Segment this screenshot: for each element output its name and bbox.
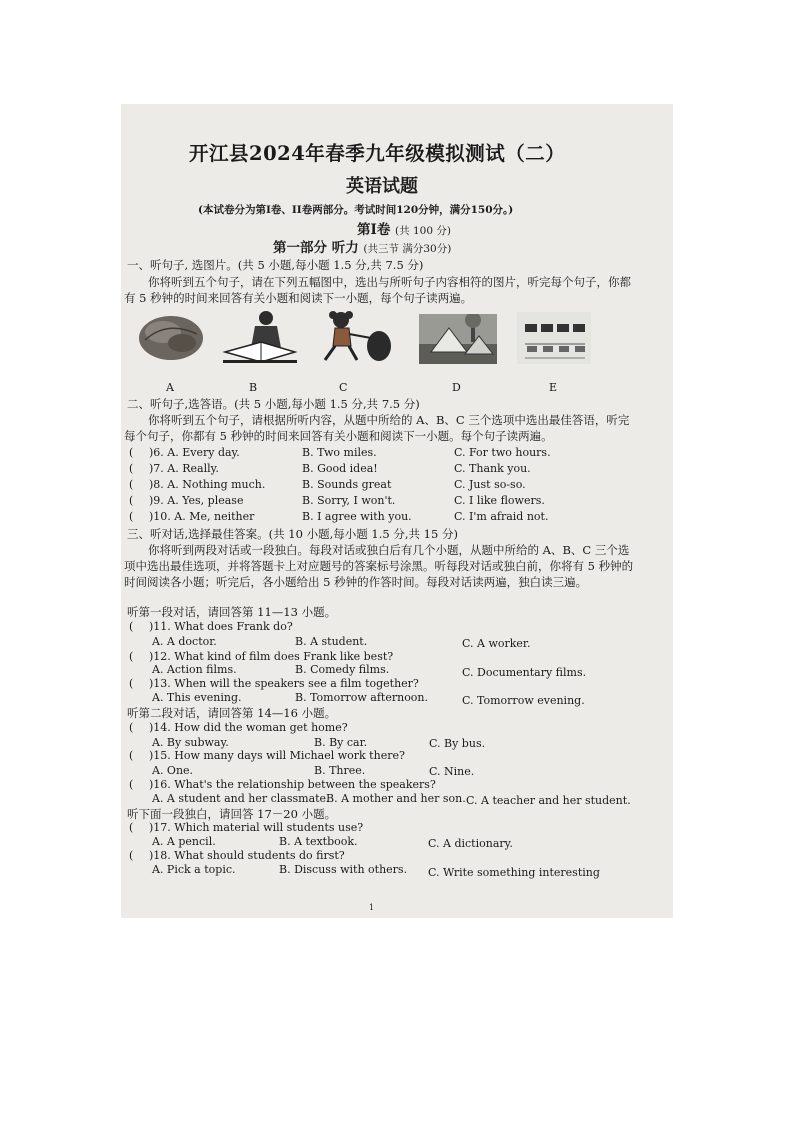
picture-e-chart-icon (517, 312, 591, 364)
question-8-option-c[interactable]: C. Just so-so. (454, 478, 526, 491)
question-6-option-b[interactable]: B. Two miles. (302, 446, 377, 459)
question-6-option-a[interactable]: )6. A. Every day. (149, 446, 240, 459)
question-8-option-a[interactable]: )8. A. Nothing much. (149, 478, 266, 491)
question-12-paren[interactable]: ( (129, 650, 134, 663)
question-13-stem: )13. When will the speakers see a film together? (149, 677, 419, 690)
exam-title: 开江县2024年春季九年级模拟测试（二） (189, 142, 566, 165)
picture-b-reading-man-icon (221, 308, 299, 366)
question-11-paren[interactable]: ( (129, 620, 134, 633)
picture-letter-b: B (249, 381, 258, 394)
picture-letter-e: E (549, 381, 558, 394)
question-17-option-c[interactable]: C. A dictionary. (428, 837, 513, 850)
page-number: 1 (369, 903, 375, 912)
question-12-stem: )12. What kind of film does Frank like best? (149, 650, 394, 663)
question-7-paren[interactable]: ( (129, 462, 134, 475)
question-8-paren[interactable]: ( (129, 478, 134, 491)
part-heading (273, 236, 451, 256)
question-11-option-a[interactable]: A. A doctor. (152, 635, 217, 648)
exam-page (121, 104, 673, 918)
section3-instruction: 你将听到两段对话或一段独白。每段对话或独白后有几个小题，从题中所给的 A、B、C 三个选项中选出最佳选项，并将答题卡上对应题号的答案标号涂黑。听每段对话或独白前，你将有 5 秒钟的时间阅读各小题；听完后，各小题给出 5 秒钟的作答时间。每段对话读两遍，独白读三遍。 (124, 543, 634, 589)
question-7-option-c[interactable]: C. Thank you. (454, 462, 531, 475)
question-16-option-a[interactable]: A. A student and her classmate. (152, 792, 330, 805)
question-14-paren[interactable]: ( (129, 721, 134, 734)
question-9-option-a[interactable]: )9. A. Yes, please (149, 494, 244, 507)
question-12-option-c[interactable]: C. Documentary films. (462, 666, 587, 679)
question-10-option-c[interactable]: C. I'm afraid not. (454, 510, 549, 523)
picture-d-camping-icon (419, 314, 497, 364)
question-17-stem: )17. Which material will students use? (149, 821, 364, 834)
question-10-option-a[interactable]: )10. A. Me, neither (149, 510, 255, 523)
question-18-option-b[interactable]: B. Discuss with others. (279, 863, 408, 876)
part-label: 第一部分 听力 (273, 240, 359, 256)
section1-heading: 一、听句子, 选图片。(共 5 小题,每小题 1.5 分,共 7.5 分) (127, 258, 424, 272)
question-13-option-a[interactable]: A. This evening. (152, 691, 242, 704)
picture-c-running-mouse-icon (319, 310, 395, 366)
question-12-option-a[interactable]: A. Action films. (152, 663, 237, 676)
question-15-option-c[interactable]: C. Nine. (429, 765, 475, 778)
question-8-option-b[interactable]: B. Sounds great (302, 478, 392, 491)
picture-letter-d: D (452, 381, 461, 394)
question-15-option-a[interactable]: A. One. (152, 764, 194, 777)
question-16-paren[interactable]: ( (129, 778, 134, 791)
question-14-stem: )14. How did the woman get home? (149, 721, 348, 734)
question-15-stem: )15. How many days will Michael work there? (149, 749, 405, 762)
question-11-stem: )11. What does Frank do? (149, 620, 293, 633)
question-9-option-b[interactable]: B. Sorry, I won't. (302, 494, 396, 507)
question-10-paren[interactable]: ( (129, 510, 134, 523)
question-14-option-a[interactable]: A. By subway. (152, 736, 229, 749)
section2-instruction: 你将听到五个句子，请根据所听内容，从题中所给的 A、B、C 三个选项中选出最佳答语，听完每个句子，你都有 5 秒钟的时间来回答有关小题和阅读下一小题。每个句子读两遍。 (124, 413, 630, 443)
group3-heading: 听下面一段独白，请回答 17－20 小题。 (127, 807, 337, 821)
part-note: (共三节 满分30分) (363, 243, 452, 255)
section3-heading: 三、听对话,选择最佳答案。(共 10 小题,每小题 1.5 分,共 15 分) (127, 527, 458, 541)
question-9-paren[interactable]: ( (129, 494, 134, 507)
question-9-option-c[interactable]: C. I like flowers. (454, 494, 545, 507)
group1-heading: 听第一段对话，请回答第 11—13 小题。 (127, 605, 337, 619)
group2-heading: 听第二段对话，请回答第 14—16 小题。 (127, 706, 337, 720)
question-7-option-b[interactable]: B. Good idea! (302, 462, 378, 475)
section2-heading: 二、听句子,选答语。(共 5 小题,每小题 1.5 分,共 7.5 分) (127, 397, 420, 411)
question-6-paren[interactable]: ( (129, 446, 134, 459)
question-12-option-b[interactable]: B. Comedy films. (295, 663, 390, 676)
section1-instruction: 你将听到五个句子，请在下列五幅图中，选出与所听句子内容相符的图片，听完每个句子，你都有 5 秒钟的时间来回答有关小题和阅读下一小题，每个句子读两遍。 (124, 275, 631, 305)
question-18-option-a[interactable]: A. Pick a topic. (152, 863, 236, 876)
question-18-option-c[interactable]: C. Write something interesting (428, 866, 600, 879)
picture-letter-a: A (166, 381, 174, 394)
question-11-option-c[interactable]: C. A worker. (462, 637, 531, 650)
question-7-option-a[interactable]: )7. A. Really. (149, 462, 219, 475)
question-11-option-b[interactable]: B. A student. (295, 635, 368, 648)
volume-label: 第I卷 (357, 222, 391, 238)
question-10-option-b[interactable]: B. I agree with you. (302, 510, 412, 523)
question-13-option-c[interactable]: C. Tomorrow evening. (462, 694, 585, 707)
volume-heading (357, 218, 451, 238)
picture-a-bread-icon (137, 310, 209, 364)
question-14-option-c[interactable]: C. By bus. (429, 737, 486, 750)
question-17-paren[interactable]: ( (129, 821, 134, 834)
question-17-option-b[interactable]: B. A textbook. (279, 835, 358, 848)
question-16-option-b[interactable]: B. A mother and her son. (326, 792, 466, 805)
question-15-option-b[interactable]: B. Three. (314, 764, 366, 777)
volume-score: (共 100 分) (395, 225, 451, 237)
exam-subtitle: 英语试题 (346, 176, 418, 197)
question-17-option-a[interactable]: A. A pencil. (152, 835, 216, 848)
question-18-paren[interactable]: ( (129, 849, 134, 862)
question-14-option-b[interactable]: B. By car. (314, 736, 368, 749)
question-13-option-b[interactable]: B. Tomorrow afternoon. (295, 691, 429, 704)
question-13-paren[interactable]: ( (129, 677, 134, 690)
picture-letter-c: C (339, 381, 348, 394)
exam-note: (本试卷分为第I卷、II卷两部分。考试时间120分钟，满分150分。) (198, 204, 514, 216)
question-18-stem: )18. What should students do first? (149, 849, 345, 862)
question-15-paren[interactable]: ( (129, 749, 134, 762)
question-16-option-c[interactable]: C. A teacher and her student. (466, 794, 631, 807)
question-6-option-c[interactable]: C. For two hours. (454, 446, 551, 459)
question-16-stem: )16. What's the relationship between the speakers? (149, 778, 436, 791)
